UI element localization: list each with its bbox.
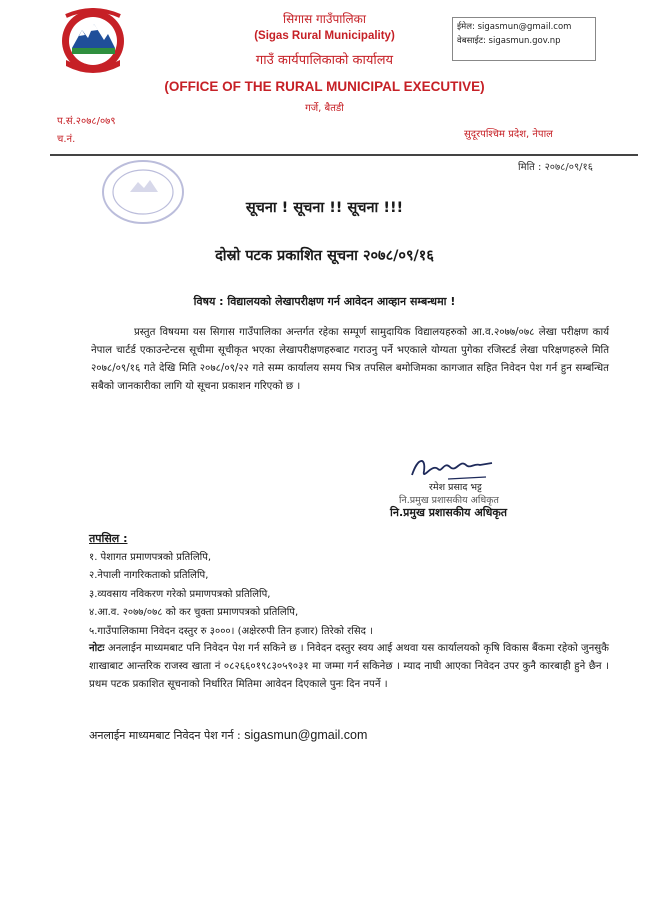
province-label: सुदूरपश्चिम प्रदेश, नेपाल <box>464 129 553 140</box>
notice-subject: विषय : विद्यालयको लेखापरीक्षण गर्न आवेदन आव्हान सम्बन्धमा ! <box>193 295 456 308</box>
header-line-en-municipality: (Sigas Rural Municipality) <box>254 30 395 42</box>
checklist <box>89 549 373 641</box>
note-label: नोटः <box>89 643 105 654</box>
contact-website[interactable]: वेबसाईट: sigasmun.gov.np <box>457 36 561 46</box>
contact-email[interactable]: ईमेल: sigasmun@gmail.com <box>457 22 572 32</box>
issue-date: मिति : २०७८/०९/१६ <box>518 162 593 173</box>
list-item: ३.व्यवसाय नविकरण गरेको प्रमाणपत्रको प्रतिलिपि, <box>89 588 271 600</box>
note-paragraph <box>89 640 609 694</box>
checklist-heading: तपसिल : <box>89 532 128 545</box>
reference-number: प.सं.२०७८/०७९ <box>57 116 116 127</box>
signatory-title-stamp: नि.प्रमुख प्रशासकीय अधिकृत <box>390 506 508 519</box>
list-item: ४.आ.व. २०७७/०७८ को कर चुक्ता प्रमाणपत्रको प्रतिलिपि, <box>89 607 299 619</box>
signatory-title-typed: नि.प्रमुख प्रशासकीय अधिकृत <box>399 495 499 506</box>
online-email-link[interactable]: sigasmun@gmail.com <box>244 728 368 742</box>
notice-subtitle: दोस्रो पटक प्रकाशित सूचना २०७८/०९/१६ <box>215 248 434 264</box>
dispatch-number: च.नं. <box>57 134 76 145</box>
note-text: अनलाईन माध्यमबाट पनि निवेदन पेश गर्न सकिने छ । निवेदन दस्तुर स्वय आई अथवा यस कार्यालयको कृषि विकास बैंकमा रहेको जुनसुकै शाखाबाट आन्तरिक राजस्व खाता नं ०८२६६०१९८३०५९०३१ मा जम्मा गर्न सकिनेछ । म्याद नाघी आएका निवेदन उपर कुनै कारबाही हुने छैन । प्रथम पटक प्रकाशित सूचनाको निर्धारित मितिमा आवेदन दिएकाले पुनः दिन नपर्ने । <box>89 643 609 690</box>
list-item: २.नेपाली नागरिकताको प्रतिलिपि, <box>89 570 209 582</box>
list-item: ५.गाउँपालिकामा निवेदन दस्तुर रु ३०००। (अक्षेररुपी तिन हजार) तिरेको रसिद । <box>89 625 373 637</box>
header-line-address: गर्जे, बैतडी <box>305 103 344 114</box>
signature-mark <box>408 453 494 483</box>
header-line-en-office: (OFFICE OF THE RURAL MUNICIPAL EXECUTIVE) <box>164 79 485 94</box>
header-divider <box>50 154 638 156</box>
notice-body: प्रस्तुत विषयमा यस सिगास गाउँपालिका अन्तर्गत रहेका सम्पूर्ण सामुदायिक विद्यालयहरुको आ.व.२०७७/०७८ लेखा परीक्षण कार्य नेपाल चार्टर्ड एकाउन्टेन्टस सूचीमा सूचीकृत भएका लेखापरीक्षणहरुबाट गराउनु पर्ने भएकाले योग्यता पुगेका रजिस्टर्ड लेखा परिक्षणहरुले मिति २०७८/०९/१६ गते देखि मिति २०७८/०९/२२ गते सम्म कार्यालय समय भित्र तपसिल बमोजिमका कागजात सहित निवेदन पेश गर्न हुन सम्बन्धित सबैको जानकारीका लागि यो सूचना प्रकाशन गरिएको छ । <box>91 327 609 392</box>
online-submission <box>89 728 367 743</box>
list-item: १. पेशागत प्रमाणपत्रको प्रतिलिपि, <box>89 552 212 563</box>
header-line-np-municipality: सिगास गाउँपालिका <box>283 12 366 26</box>
signatory-name: रमेश प्रसाद भट्ट <box>429 482 482 493</box>
contact-box <box>452 17 596 61</box>
online-label: अनलाईन माध्यमबाट निवेदन पेश गर्न : <box>89 729 241 742</box>
header-line-np-office: गाउँ कार्यपालिकाको कार्यालय <box>255 53 394 68</box>
notice-title: सूचना ! सूचना !! सूचना !!! <box>245 200 404 216</box>
